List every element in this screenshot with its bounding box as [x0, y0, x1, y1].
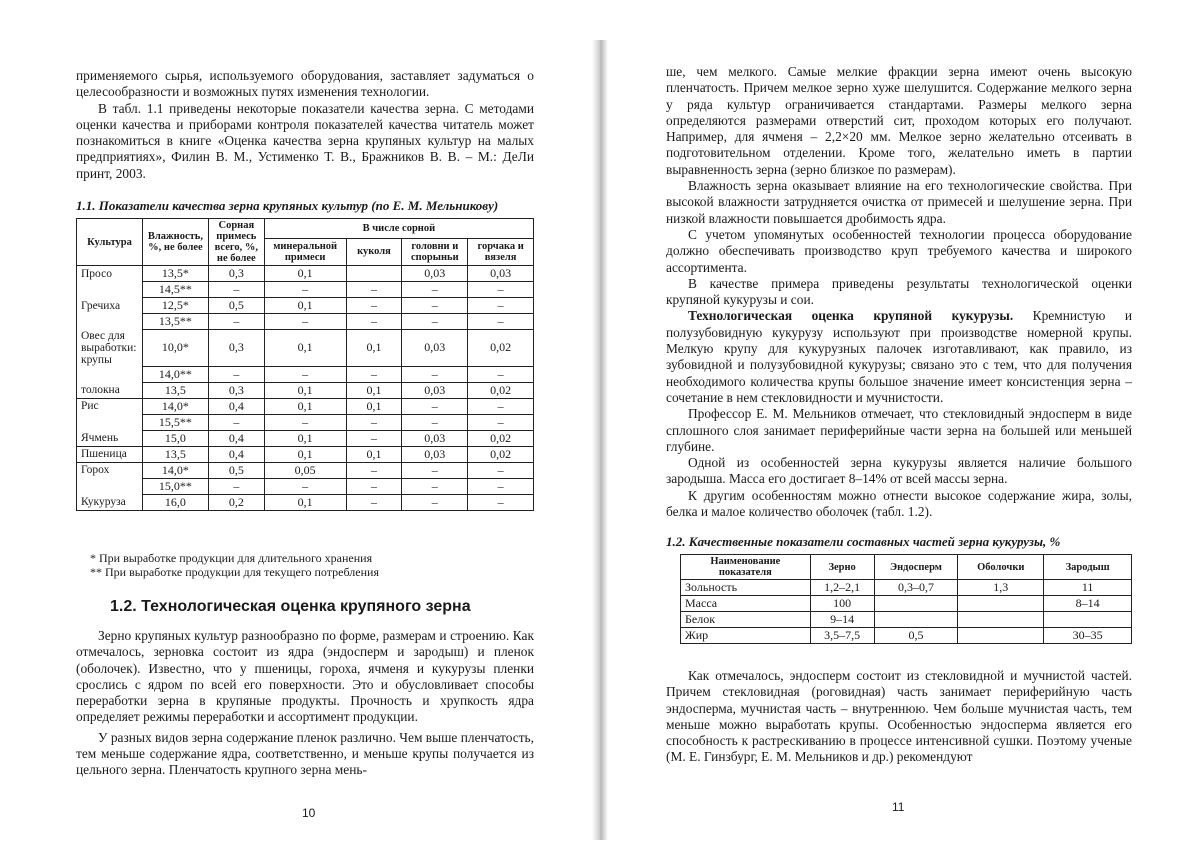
- cell-moisture: 13,5*: [142, 266, 208, 282]
- cell-golovni: 0,03: [402, 382, 468, 398]
- table-row: [77, 282, 534, 298]
- table-row: [77, 494, 534, 510]
- paragraph: В качестве примера приведены результаты технологической оценки крупяной кукурузы и сои.: [666, 275, 1132, 308]
- cell-culture: Рис: [77, 398, 143, 414]
- paragraph-run: Кремнистую и полузубовидную кукурузу используют при производстве номерной крупы. Мелкую крупу для кукурузных палочек изготавливают, как правило, из зубовидной и полузубовидной кукурузы; связано это с тем, что для получения необходимого количества крупы большое значение имеет консистенция зерна – сочетание в нем стекловидности и мучнистости.: [666, 308, 1132, 405]
- table-row: [77, 382, 534, 398]
- cell-indicator: Зольность: [681, 580, 811, 596]
- table-row: [77, 314, 534, 330]
- cell-value: 3,5–7,5: [810, 628, 874, 644]
- table-row: [77, 462, 534, 478]
- cell-golovni: –: [402, 282, 468, 298]
- paragraph: [666, 308, 1132, 406]
- col-culture: Культура: [77, 219, 143, 266]
- cell-value: [874, 596, 958, 612]
- footnote: ** При выработке продукции для текущего потребления: [90, 565, 379, 579]
- cell-gorchak: –: [468, 414, 534, 430]
- cell-value: 11: [1044, 580, 1132, 596]
- cell-mineral: –: [264, 414, 346, 430]
- col-moisture: Влажность, %, не более: [142, 219, 208, 266]
- cell-mineral: 0,1: [264, 298, 346, 314]
- table-2-header-row: [681, 555, 1132, 580]
- paragraph: Зерно крупяных культур разнообразно по форме, размерам и строению. Как отмечалось, зерновка состоит из ядра (эндосперм и зародыш) и пленок (оболочек). Известно, что у пшеницы, гороха, ячменя и кукурузы пленки срослись с ядром по всей его поверхности. Это и обусловливает способы переработки зерна в крупяные продукты. Прочность и хрупкость ядра определяет режимы переработки и ассортимент продукции.: [76, 628, 534, 725]
- cell-gorchak: –: [468, 366, 534, 382]
- table-row: [681, 628, 1132, 644]
- cell-kukol: –: [346, 414, 402, 430]
- cell-weed: –: [208, 314, 264, 330]
- cell-gorchak: –: [468, 462, 534, 478]
- table-row: [77, 478, 534, 494]
- cell-mineral: 0,1: [264, 266, 346, 282]
- cell-weed: 0,5: [208, 462, 264, 478]
- cell-moisture: 14,0*: [142, 398, 208, 414]
- cell-moisture: 14,0*: [142, 462, 208, 478]
- cell-gorchak: 0,02: [468, 446, 534, 462]
- cell-golovni: –: [402, 366, 468, 382]
- cell-kukol: –: [346, 478, 402, 494]
- cell-mineral: 0,1: [264, 446, 346, 462]
- cell-culture: [77, 314, 143, 330]
- cell-moisture: 15,0**: [142, 478, 208, 494]
- cell-gorchak: –: [468, 282, 534, 298]
- cell-culture: Просо: [77, 266, 143, 282]
- cell-mineral: –: [264, 478, 346, 494]
- col-kukol: куколя: [346, 238, 402, 265]
- cell-indicator: Белок: [681, 612, 811, 628]
- cell-gorchak: –: [468, 398, 534, 414]
- paragraph: Одной из особенностей зерна кукурузы является наличие большого зародыша. Масса его достигает 8–14% от всей массы зерна.: [666, 455, 1132, 487]
- cell-moisture: 16,0: [142, 494, 208, 510]
- col-golovni: головни и спорыньи: [402, 238, 468, 265]
- cell-culture: Кукуруза: [77, 494, 143, 510]
- cell-weed: 0,5: [208, 298, 264, 314]
- cell-kukol: 0,1: [346, 446, 402, 462]
- right-bottom-text: [666, 668, 1132, 766]
- cell-kukol: –: [346, 314, 402, 330]
- table-row: [77, 398, 534, 414]
- cell-weed: –: [208, 414, 264, 430]
- table-row: [77, 266, 534, 282]
- cell-moisture: 15,5**: [142, 414, 208, 430]
- cell-culture: [77, 282, 143, 298]
- paragraph: применяемого сырья, используемого оборудования, заставляет задуматься о целесообразности и возможных путях изменения технологии.: [76, 68, 534, 100]
- cell-kukol: 0,1: [346, 398, 402, 414]
- cell-culture: Пшеница: [77, 446, 143, 462]
- paragraph: В табл. 1.1 приведены некоторые показатели качества зерна. С методами оценки качества и приборами контроля показателей качества читатель может познакомиться в книге «Оценка качества зерна крупяных культур на малых предприятиях», Филин В. М., Устименко Т. В., Бражников В. В. – М.: ДеЛи принт, 2003.: [76, 100, 534, 181]
- cell-weed: 0,2: [208, 494, 264, 510]
- col-germ: Зародыш: [1044, 555, 1132, 580]
- cell-weed: –: [208, 478, 264, 494]
- cell-weed: 0,3: [208, 266, 264, 282]
- col-gorchak: горчака и вязеля: [468, 238, 534, 265]
- table-1-footnotes: [90, 551, 379, 579]
- cell-gorchak: 0,03: [468, 266, 534, 282]
- paragraph: Влажность зерна оказывает влияние на его технологические свойства. При высокой влажности затрудняется очистка от примесей и шелушение зерна. При низкой влажности повышается дробимость ядра.: [666, 178, 1132, 226]
- cell-mineral: 0,1: [264, 398, 346, 414]
- cell-golovni: –: [402, 414, 468, 430]
- cell-moisture: 14,0**: [142, 366, 208, 382]
- bold-lead: Технологическая оценка крупяной кукурузы.: [688, 308, 1014, 324]
- cell-value: [874, 612, 958, 628]
- cell-mineral: –: [264, 366, 346, 382]
- cell-culture: Гречиха: [77, 298, 143, 314]
- col-group-weed: В числе сорной: [264, 219, 533, 239]
- cell-weed: 0,3: [208, 382, 264, 398]
- cell-kukol: –: [346, 366, 402, 382]
- cell-value: 1,3: [958, 580, 1044, 596]
- cell-mineral: 0,1: [264, 330, 346, 367]
- cell-golovni: 0,03: [402, 266, 468, 282]
- cell-kukol: 0,1: [346, 382, 402, 398]
- cell-gorchak: 0,02: [468, 382, 534, 398]
- cell-golovni: –: [402, 478, 468, 494]
- cell-culture: [77, 366, 143, 382]
- cell-value: 1,2–2,1: [810, 580, 874, 596]
- cell-kukol: –: [346, 282, 402, 298]
- cell-moisture: 13,5: [142, 382, 208, 398]
- cell-golovni: 0,03: [402, 330, 468, 367]
- cell-golovni: –: [402, 494, 468, 510]
- cell-value: [1044, 612, 1132, 628]
- cell-mineral: –: [264, 314, 346, 330]
- table-1-caption: 1.1. Показатели качества зерна крупяных культур (по Е. М. Мельникову): [76, 198, 499, 213]
- paragraph: ше, чем мелкого. Самые мелкие фракции зерна имеют очень высокую пленчатость. Причем мелкое зерно хуже шелушится. Содержание мелкого зерна у ряда культур ограничивается стандартами. Размеры мелкого зерна определяются размерами отверстий сит, проходом которых его получают. Например, для ячменя – 2,2×20 мм. Мелкое зерно желательно отсеивать в подготовительном отделении. Кроме того, желательно иметь в партии выравненность зерна (зерно близкое по размерам).: [666, 64, 1132, 177]
- cell-value: 8–14: [1044, 596, 1132, 612]
- table-row: [681, 596, 1132, 612]
- cell-golovni: –: [402, 298, 468, 314]
- table-row: [77, 366, 534, 382]
- right-top-text: [666, 64, 1132, 520]
- cell-indicator: Масса: [681, 596, 811, 612]
- paragraph: Как отмечалось, эндосперм состоит из стекловидной и мучнистой частей. Причем стекловидная (роговидная) часть занимает периферийную часть эндосперма, мучнистая часть – внутреннюю. Чем больше мучнистая часть, тем меньше можно выработать крупы. Особенностью эндосперма является его способность к растрескиванию в процессе интенсивной сушки. Поэтому ученые (М. Е. Гинзбург, Е. М. Мельников и др.) рекомендуют: [666, 668, 1132, 765]
- cell-gorchak: –: [468, 314, 534, 330]
- paragraph: У разных видов зерна содержание пленок различно. Чем выше пленчатость, тем меньше содержание ядра, соответственно, и меньше крупы получается из цельного зерна. Пленчатость крупного зерна мень-: [76, 729, 534, 778]
- cell-golovni: –: [402, 314, 468, 330]
- paragraph: С учетом упомянутых особенностей технологии процесса оборудование должно обеспечивать производство круп требуемого качества и широкого ассортимента.: [666, 226, 1132, 275]
- cell-moisture: 13,5: [142, 446, 208, 462]
- cell-weed: 0,3: [208, 330, 264, 367]
- paragraph: Профессор Е. М. Мельников отмечает, что стекловидный эндосперм в виде сплошного слоя занимает периферийные части зерна на большей или меньшей глубине.: [666, 406, 1132, 454]
- cell-weed: –: [208, 366, 264, 382]
- page-number-right: 11: [892, 800, 905, 814]
- cell-culture: толокна: [77, 382, 143, 398]
- col-indicator: Наименование показателя: [681, 555, 811, 580]
- table-2-body: [681, 580, 1132, 644]
- col-mineral: минеральной примеси: [264, 238, 346, 265]
- cell-moisture: 15,0: [142, 430, 208, 446]
- cell-indicator: Жир: [681, 628, 811, 644]
- cell-value: [958, 628, 1044, 644]
- cell-mineral: 0,1: [264, 382, 346, 398]
- cell-golovni: –: [402, 462, 468, 478]
- cell-value: 100: [810, 596, 874, 612]
- table-row: [77, 414, 534, 430]
- cell-value: 30–35: [1044, 628, 1132, 644]
- cell-weed: 0,4: [208, 446, 264, 462]
- table-1-quality-indicators: [76, 218, 534, 511]
- cell-moisture: 13,5**: [142, 314, 208, 330]
- cell-culture: Горох: [77, 462, 143, 478]
- cell-weed: –: [208, 282, 264, 298]
- section-heading: 1.2. Технологическая оценка крупяного зерна: [110, 598, 471, 615]
- table-row: [681, 612, 1132, 628]
- cell-culture: Овес для выработки: крупы: [77, 330, 143, 367]
- cell-weed: 0,4: [208, 398, 264, 414]
- cell-kukol: [346, 266, 402, 282]
- cell-kukol: –: [346, 462, 402, 478]
- cell-weed: 0,4: [208, 430, 264, 446]
- cell-kukol: 0,1: [346, 330, 402, 367]
- cell-gorchak: –: [468, 494, 534, 510]
- cell-mineral: 0,05: [264, 462, 346, 478]
- cell-value: [958, 596, 1044, 612]
- left-intro: [76, 68, 534, 182]
- cell-moisture: 10,0*: [142, 330, 208, 367]
- cell-golovni: –: [402, 398, 468, 414]
- col-endosperm: Эндосперм: [874, 555, 958, 580]
- table-2-caption: 1.2. Качественные показатели составных частей зерна кукурузы, %: [666, 534, 1061, 549]
- table-row: [77, 430, 534, 446]
- cell-value: 0,5: [874, 628, 958, 644]
- cell-kukol: –: [346, 298, 402, 314]
- cell-mineral: 0,1: [264, 494, 346, 510]
- col-grain: Зерно: [810, 555, 874, 580]
- table-row: [77, 446, 534, 462]
- cell-moisture: 14,5**: [142, 282, 208, 298]
- paragraph: К другим особенностям можно отнести высокое содержание жира, золы, белка и малое количество оболочек (табл. 1.2).: [666, 487, 1132, 520]
- cell-value: 9–14: [810, 612, 874, 628]
- table-2-corn-components: [680, 554, 1132, 644]
- table-row: [77, 330, 534, 367]
- cell-kukol: –: [346, 494, 402, 510]
- cell-gorchak: 0,02: [468, 330, 534, 367]
- cell-gorchak: –: [468, 298, 534, 314]
- cell-kukol: –: [346, 430, 402, 446]
- cell-value: [958, 612, 1044, 628]
- col-weed-total: Сорная примесь всего, %, не более: [208, 219, 264, 266]
- cell-golovni: 0,03: [402, 446, 468, 462]
- footnote: * При выработке продукции для длительного хранения: [90, 551, 373, 565]
- table-1-body: [77, 266, 534, 511]
- cell-culture: Ячмень: [77, 430, 143, 446]
- right-page: [600, 0, 1200, 857]
- cell-culture: [77, 478, 143, 494]
- cell-value: 0,3–0,7: [874, 580, 958, 596]
- col-hulls: Оболочки: [958, 555, 1044, 580]
- cell-mineral: –: [264, 282, 346, 298]
- cell-gorchak: –: [468, 478, 534, 494]
- cell-moisture: 12,5*: [142, 298, 208, 314]
- cell-gorchak: 0,02: [468, 430, 534, 446]
- page-number-left: 10: [302, 806, 316, 820]
- cell-golovni: 0,03: [402, 430, 468, 446]
- table-row: [77, 298, 534, 314]
- cell-culture: [77, 414, 143, 430]
- left-body: [76, 628, 534, 779]
- cell-mineral: 0,1: [264, 430, 346, 446]
- table-row: [681, 580, 1132, 596]
